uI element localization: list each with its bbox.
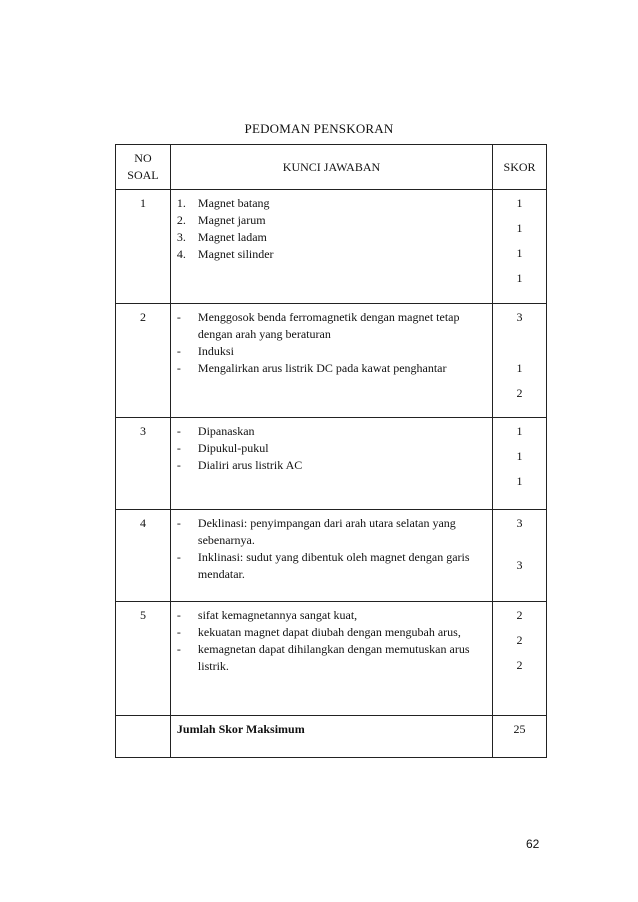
score-cell (493, 510, 547, 602)
score-cell (493, 304, 547, 418)
item-marker: - (176, 424, 181, 438)
item-text: Inklinasi: sudut yang dibentuk oleh magnet dengan garis mendatar. (197, 550, 470, 581)
answer-item (177, 457, 488, 474)
item-marker: 1. (176, 196, 186, 210)
item-text: Dipukul-pukul (197, 441, 269, 455)
score-value: 1 (516, 361, 523, 375)
item-text: Magnet ladam (197, 230, 267, 244)
item-text: kekuatan magnet dapat diubah dengan mengubah arus, (197, 625, 461, 639)
item-text: sifat kemagnetannya sangat kuat, (197, 608, 358, 622)
score-value: 3 (516, 516, 523, 530)
score-value: 2 (516, 608, 523, 622)
answer-item (177, 641, 488, 675)
score-value: 3 (516, 558, 523, 572)
total-label: Jumlah Skor Maksimum (170, 716, 492, 758)
score-value: 2 (516, 386, 523, 400)
score-value: 1 (516, 246, 523, 260)
score-cell (493, 602, 547, 716)
score-value: 1 (516, 424, 523, 438)
item-marker: - (176, 608, 181, 622)
answer-item (177, 343, 488, 360)
answer-item (177, 607, 488, 624)
page-number: 62 (526, 837, 540, 851)
score-cell (493, 418, 547, 510)
item-marker: - (176, 441, 181, 455)
item-text: Mengalirkan arus listrik DC pada kawat penghantar (197, 361, 447, 375)
item-text: Magnet batang (197, 196, 270, 210)
table-row (116, 510, 547, 602)
score-cell (493, 190, 547, 304)
score-value: 3 (516, 310, 523, 324)
item-text: Induksi (197, 344, 234, 358)
table-row (116, 602, 547, 716)
item-text: Deklinasi: penyimpangan dari arah utara selatan yang sebenarnya. (197, 516, 456, 547)
answer-key (170, 510, 492, 602)
header-skor: SKOR (493, 145, 547, 190)
score-value: 2 (516, 633, 523, 647)
header-no-line2: SOAL (127, 168, 159, 182)
question-number: 1 (116, 190, 171, 304)
answer-item (177, 360, 488, 377)
question-number: 2 (116, 304, 171, 418)
score-value: 2 (516, 658, 523, 672)
table-row (116, 190, 547, 304)
item-marker: 4. (176, 247, 186, 261)
item-text: Dipanaskan (197, 424, 255, 438)
item-marker: - (176, 642, 181, 656)
score-value: 1 (516, 449, 523, 463)
item-text: Menggosok benda ferromagnetik dengan magnet tetap dengan arah yang beraturan (197, 310, 460, 341)
answer-item (177, 440, 488, 457)
scoring-table (115, 144, 547, 758)
answer-item (177, 624, 488, 641)
total-row (116, 716, 547, 758)
total-no-cell (116, 716, 171, 758)
item-text: Dialiri arus listrik AC (197, 458, 303, 472)
item-marker: - (176, 550, 181, 564)
answer-item (177, 195, 488, 212)
total-value: 25 (493, 716, 547, 758)
answer-item (177, 549, 488, 583)
answer-key (170, 190, 492, 304)
item-marker: 3. (176, 230, 186, 244)
header-kunci-jawaban: KUNCI JAWABAN (170, 145, 492, 190)
answer-item (177, 515, 488, 549)
question-number: 4 (116, 510, 171, 602)
answer-key (170, 304, 492, 418)
answer-item (177, 246, 488, 263)
header-no-soal (116, 145, 171, 190)
page-title: PEDOMAN PENSKORAN (244, 121, 394, 136)
item-marker: - (176, 516, 181, 530)
answer-key (170, 418, 492, 510)
table-row (116, 304, 547, 418)
item-text: kemagnetan dapat dihilangkan dengan memutuskan arus listrik. (197, 642, 470, 673)
item-text: Magnet jarum (197, 213, 266, 227)
item-marker: - (176, 458, 181, 472)
header-no-line1: NO (134, 151, 152, 165)
item-marker: 2. (176, 213, 186, 227)
score-value: 1 (516, 474, 523, 488)
item-marker: - (176, 361, 181, 375)
question-number: 5 (116, 602, 171, 716)
answer-item (177, 423, 488, 440)
item-marker: - (176, 310, 181, 324)
answer-item (177, 229, 488, 246)
score-value: 1 (516, 271, 523, 285)
item-marker: - (176, 344, 181, 358)
table-header (116, 145, 547, 190)
table-row (116, 418, 547, 510)
question-number: 3 (116, 418, 171, 510)
item-text: Magnet silinder (197, 247, 274, 261)
answer-item (177, 212, 488, 229)
answer-key (170, 602, 492, 716)
score-value: 1 (516, 221, 523, 235)
score-value: 1 (516, 196, 523, 210)
answer-item (177, 309, 488, 343)
item-marker: - (176, 625, 181, 639)
